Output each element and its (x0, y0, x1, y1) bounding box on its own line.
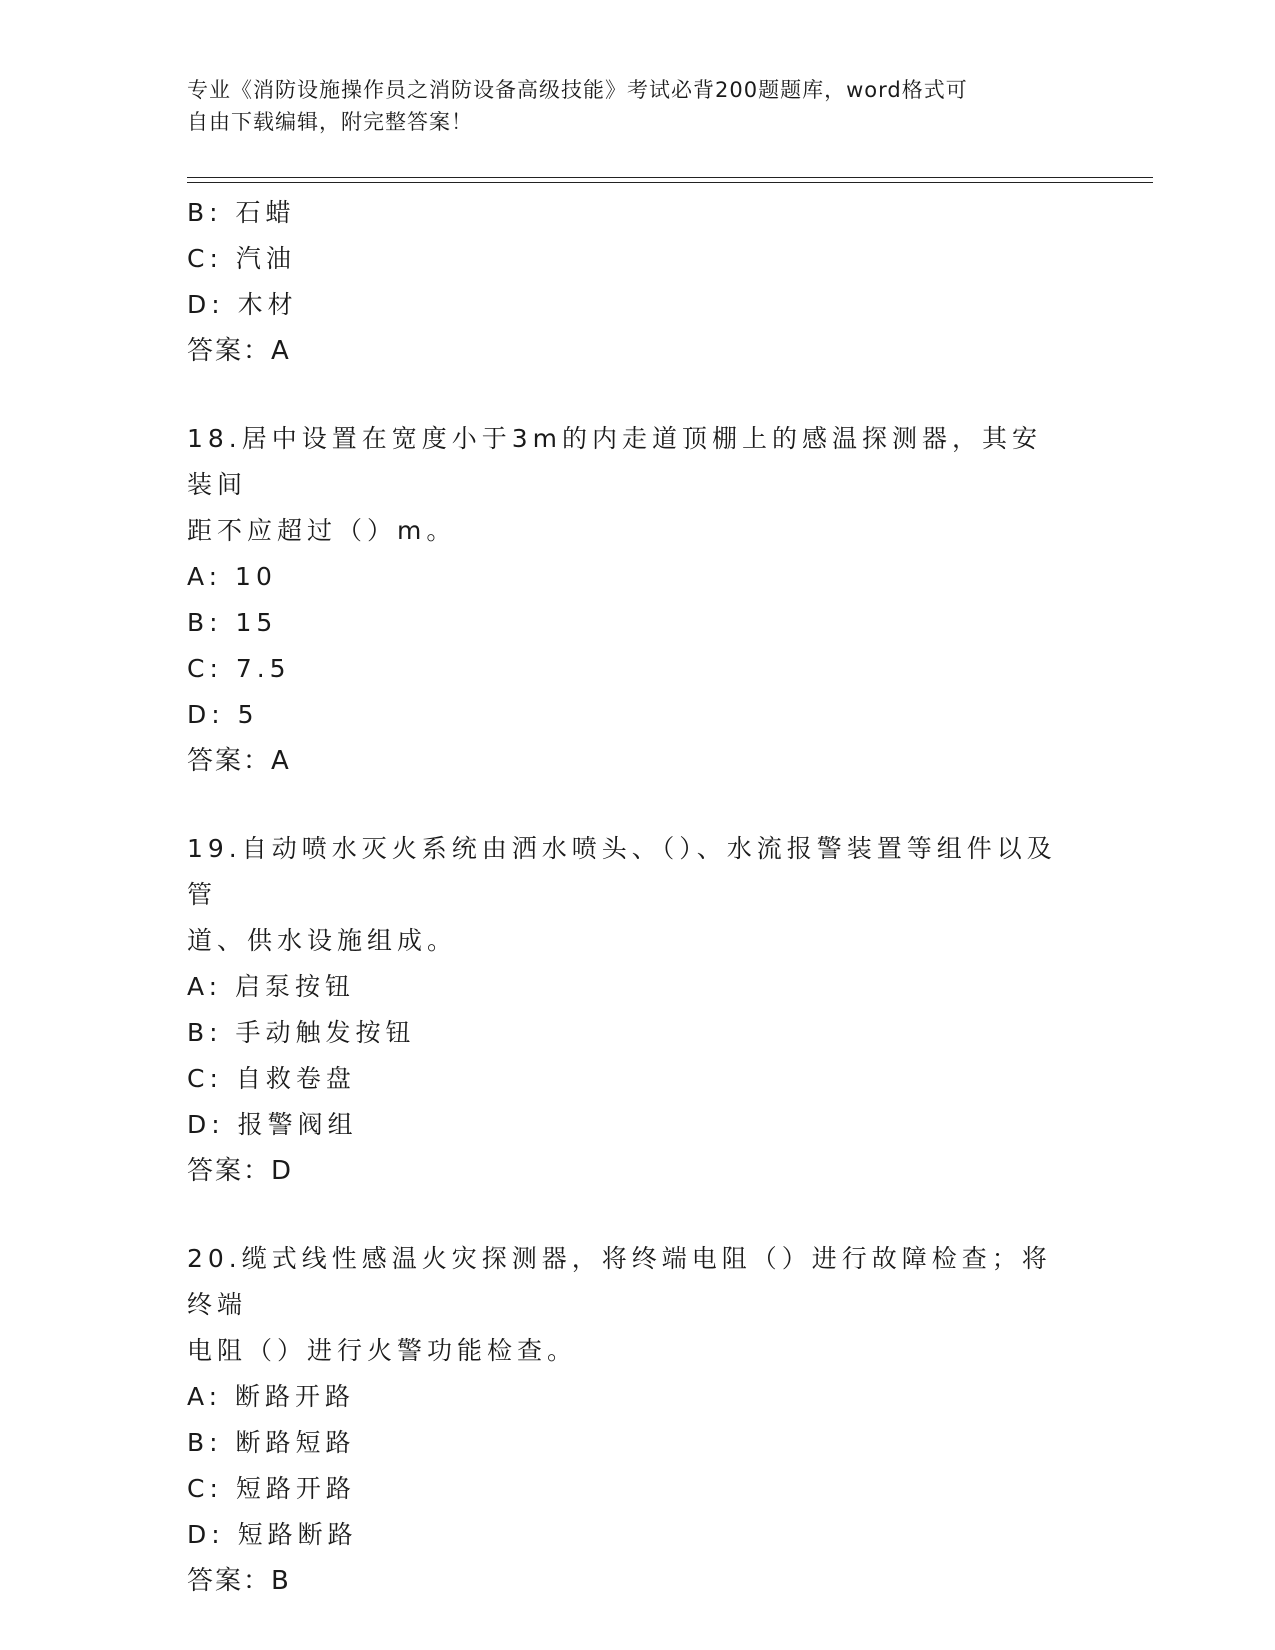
option-b: B: 手动触发按钮 (187, 1018, 416, 1047)
option-c: C: 自救卷盘 (187, 1064, 356, 1093)
document-body (187, 190, 1087, 1604)
option-b: B: 石蜡 (187, 198, 296, 227)
option-a: A: 启泵按钮 (187, 972, 356, 1001)
question-text-line-2: 道、供水设施组成。 (187, 926, 458, 955)
option-d: D: 5 (187, 700, 259, 729)
option-c: C: 汽油 (187, 244, 296, 273)
header-line-2: 自由下载编辑，附完整答案！ (187, 110, 473, 134)
spacer (187, 784, 1087, 826)
option-d: D: 木材 (187, 290, 298, 319)
option-c: C: 短路开路 (187, 1474, 356, 1503)
question-text-line-1: 18.居中设置在宽度小于3m的内走道顶棚上的感温探测器，其安装间 (187, 424, 1043, 499)
option-d: D: 短路断路 (187, 1520, 358, 1549)
option-a: A: 10 (187, 562, 277, 591)
header-rule-bottom (187, 182, 1153, 183)
question-text-line-1: 19.自动喷水灭火系统由洒水喷头、（）、水流报警装置等组件以及管 (187, 834, 1057, 909)
header-line-1: 专业《消防设施操作员之消防设备高级技能》考试必背200题题库，word格式可 (187, 78, 968, 102)
question-19 (187, 826, 1087, 1194)
answer-line: 答案：D (187, 1156, 294, 1186)
option-b: B: 15 (187, 608, 278, 637)
option-a: A: 断路开路 (187, 1382, 356, 1411)
document-header (187, 74, 1067, 138)
option-b: B: 断路短路 (187, 1428, 356, 1457)
question-text-line-2: 电阻（）进行火警功能检查。 (187, 1336, 578, 1365)
answer-line: 答案：A (187, 336, 291, 366)
question-18 (187, 416, 1087, 784)
spacer (187, 374, 1087, 416)
question-text-line-2: 距不应超过（）m。 (187, 516, 457, 545)
header-rule-top (187, 177, 1153, 178)
question-17 (187, 190, 1087, 374)
answer-line: 答案：A (187, 746, 291, 776)
option-c: C: 7.5 (187, 654, 291, 683)
option-d: D: 报警阀组 (187, 1110, 358, 1139)
spacer (187, 1194, 1087, 1236)
question-text-line-1: 20.缆式线性感温火灾探测器，将终端电阻（）进行故障检查；将终端 (187, 1244, 1052, 1319)
question-20 (187, 1236, 1087, 1604)
answer-line: 答案：B (187, 1566, 291, 1596)
